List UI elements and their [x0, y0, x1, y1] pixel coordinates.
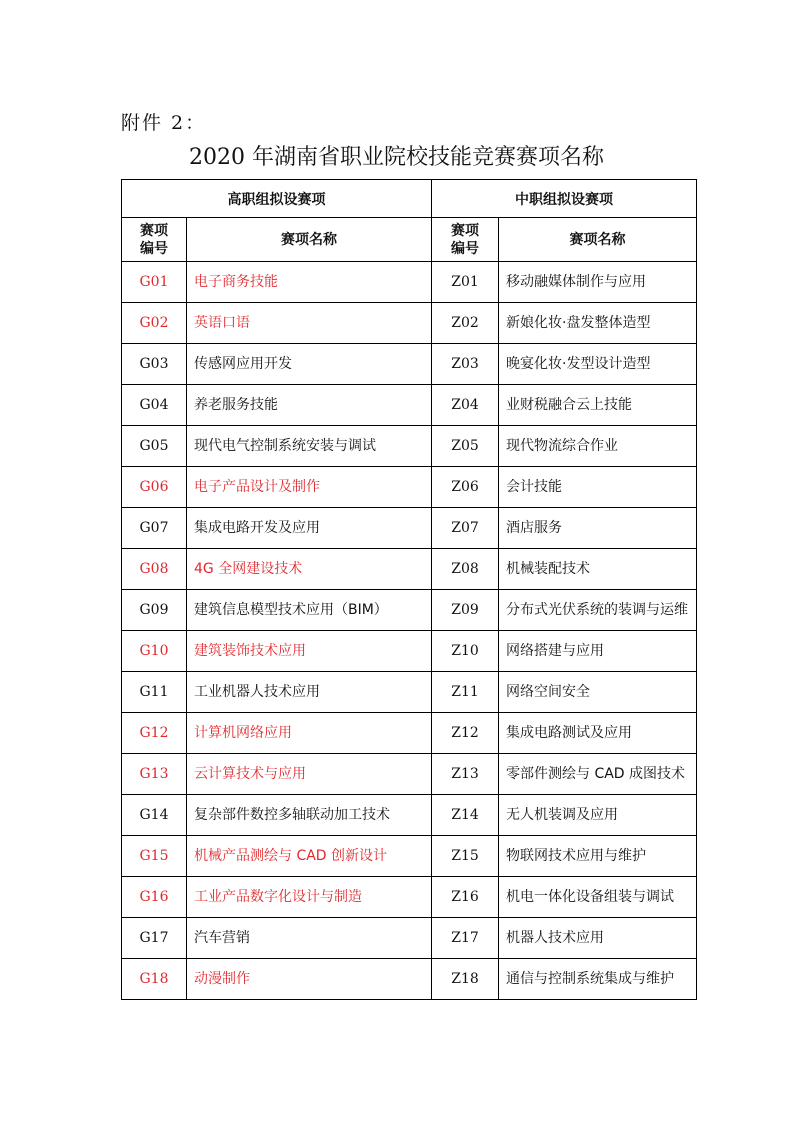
g-event-code: G03 [122, 344, 187, 385]
z-event-code: Z08 [432, 549, 499, 590]
z-event-name: 通信与控制系统集成与维护 [499, 959, 697, 1000]
g-event-code: G15 [122, 836, 187, 877]
table-row [122, 959, 697, 1000]
z-event-name: 物联网技术应用与维护 [499, 836, 697, 877]
z-event-code: Z01 [432, 262, 499, 303]
g-event-name: 机械产品测绘与 CAD 创新设计 [187, 836, 432, 877]
table-row [122, 426, 697, 467]
table-row [122, 508, 697, 549]
column-header-row [122, 218, 697, 262]
g-event-name: 云计算技术与应用 [187, 754, 432, 795]
table-row [122, 754, 697, 795]
z-event-name: 酒店服务 [499, 508, 697, 549]
g-event-name: 养老服务技能 [187, 385, 432, 426]
table-row [122, 590, 697, 631]
g-event-name: 建筑装饰技术应用 [187, 631, 432, 672]
table-row [122, 836, 697, 877]
table-row [122, 467, 697, 508]
g-event-code: G02 [122, 303, 187, 344]
z-event-code: Z04 [432, 385, 499, 426]
z-event-code: Z14 [432, 795, 499, 836]
g-event-code: G14 [122, 795, 187, 836]
table-row [122, 672, 697, 713]
g-event-code: G09 [122, 590, 187, 631]
events-table-body [122, 262, 697, 1000]
g-code-column-header [122, 218, 187, 262]
z-event-code: Z12 [432, 713, 499, 754]
g-event-name: 集成电路开发及应用 [187, 508, 432, 549]
g-event-code: G17 [122, 918, 187, 959]
z-event-name: 移动融媒体制作与应用 [499, 262, 697, 303]
g-event-code: G10 [122, 631, 187, 672]
g-event-name: 汽车营销 [187, 918, 432, 959]
z-event-code: Z13 [432, 754, 499, 795]
g-event-code: G06 [122, 467, 187, 508]
g-event-name: 动漫制作 [187, 959, 432, 1000]
events-table [121, 179, 697, 1000]
g-event-code: G05 [122, 426, 187, 467]
g-event-name: 电子产品设计及制作 [187, 467, 432, 508]
z-event-code: Z09 [432, 590, 499, 631]
g-event-name: 4G 全网建设技术 [187, 549, 432, 590]
z-event-code: Z10 [432, 631, 499, 672]
z-event-name: 晚宴化妆·发型设计造型 [499, 344, 697, 385]
g-event-code: G12 [122, 713, 187, 754]
g-event-code: G01 [122, 262, 187, 303]
secondary-vocational-group-header: 中职组拟设赛项 [432, 180, 697, 218]
attachment-label: 附件 2： [121, 112, 207, 134]
z-event-code: Z03 [432, 344, 499, 385]
table-row [122, 877, 697, 918]
z-event-name: 会计技能 [499, 467, 697, 508]
table-row [122, 713, 697, 754]
z-name-column-header: 赛项名称 [499, 218, 697, 262]
g-name-column-header: 赛项名称 [187, 218, 432, 262]
g-event-name: 传感网应用开发 [187, 344, 432, 385]
g-event-name: 英语口语 [187, 303, 432, 344]
g-event-name: 建筑信息模型技术应用（BIM） [187, 590, 432, 631]
g-event-code: G16 [122, 877, 187, 918]
z-event-code: Z07 [432, 508, 499, 549]
g-event-name: 计算机网络应用 [187, 713, 432, 754]
z-event-code: Z18 [432, 959, 499, 1000]
table-row [122, 795, 697, 836]
z-event-name: 集成电路测试及应用 [499, 713, 697, 754]
z-event-name: 业财税融合云上技能 [499, 385, 697, 426]
g-event-code: G08 [122, 549, 187, 590]
g-event-code: G04 [122, 385, 187, 426]
table-row [122, 918, 697, 959]
z-event-name: 新娘化妆·盘发整体造型 [499, 303, 697, 344]
z-event-name: 机电一体化设备组装与调试 [499, 877, 697, 918]
g-event-name: 电子商务技能 [187, 262, 432, 303]
g-event-code: G18 [122, 959, 187, 1000]
g-event-code: G11 [122, 672, 187, 713]
z-event-name: 机械装配技术 [499, 549, 697, 590]
code-header-line1: 赛项 [140, 222, 168, 239]
page-title: 2020 年湖南省职业院校技能竞赛赛项名称 [189, 145, 604, 170]
code-header-line1: 赛项 [451, 222, 479, 239]
g-event-code: G13 [122, 754, 187, 795]
z-event-code: Z11 [432, 672, 499, 713]
z-event-name: 分布式光伏系统的装调与运维 [499, 590, 697, 631]
z-event-name: 现代物流综合作业 [499, 426, 697, 467]
g-event-code: G07 [122, 508, 187, 549]
higher-vocational-group-header: 高职组拟设赛项 [122, 180, 432, 218]
table-row [122, 303, 697, 344]
z-event-name: 零部件测绘与 CAD 成图技术 [499, 754, 697, 795]
table-row [122, 385, 697, 426]
z-event-code: Z16 [432, 877, 499, 918]
g-event-name: 复杂部件数控多轴联动加工技术 [187, 795, 432, 836]
g-event-name: 现代电气控制系统安装与调试 [187, 426, 432, 467]
g-event-name: 工业产品数字化设计与制造 [187, 877, 432, 918]
z-event-code: Z02 [432, 303, 499, 344]
code-header-line2: 编号 [140, 240, 168, 257]
z-event-code: Z15 [432, 836, 499, 877]
table-row [122, 631, 697, 672]
z-event-code: Z06 [432, 467, 499, 508]
z-event-name: 网络搭建与应用 [499, 631, 697, 672]
table-row [122, 549, 697, 590]
z-event-name: 网络空间安全 [499, 672, 697, 713]
table-row [122, 344, 697, 385]
z-event-name: 机器人技术应用 [499, 918, 697, 959]
z-event-code: Z17 [432, 918, 499, 959]
z-code-column-header [432, 218, 499, 262]
table-row [122, 262, 697, 303]
g-event-name: 工业机器人技术应用 [187, 672, 432, 713]
z-event-code: Z05 [432, 426, 499, 467]
z-event-name: 无人机装调及应用 [499, 795, 697, 836]
group-header-row [122, 180, 697, 218]
code-header-line2: 编号 [451, 240, 479, 257]
